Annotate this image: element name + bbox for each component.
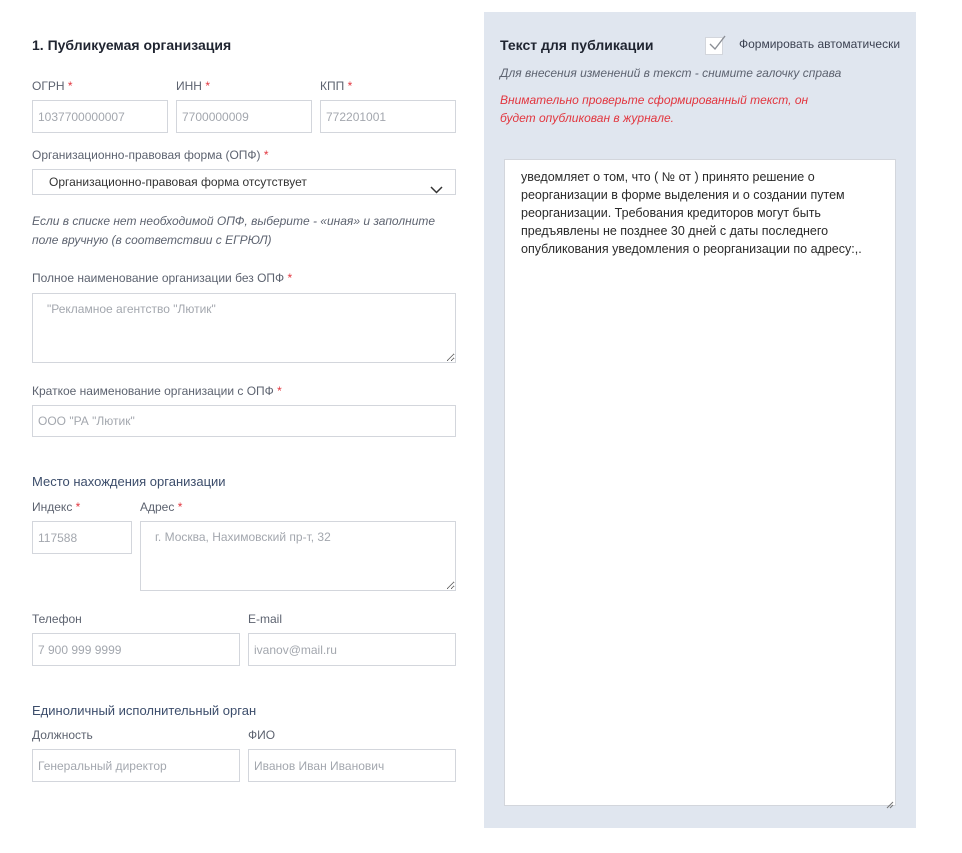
- warning-note: Внимательно проверьте сформированный текст, он будет опубликован в журнале.: [500, 93, 809, 125]
- required-mark: *: [205, 79, 210, 93]
- email-label: E-mail: [248, 612, 283, 626]
- opf-select-value: Организационно-правовая форма отсутствует: [49, 175, 307, 189]
- address-label: Адрес *: [140, 500, 183, 514]
- checkmark-icon: [708, 33, 728, 58]
- short-name-input[interactable]: [32, 405, 456, 437]
- opf-label: Организационно-правовая форма (ОПФ) *: [32, 148, 269, 162]
- index-label: Индекс *: [32, 500, 81, 514]
- chevron-down-icon: [430, 178, 443, 202]
- auto-generate-checkbox[interactable]: [705, 37, 723, 55]
- opf-hint: Если в списке нет необходимой ОПФ, выберите - «иная» и заполните поле вручную (в соответствии с ЕГРЮЛ): [32, 214, 436, 247]
- executive-title: Единоличный исполнительный орган: [32, 703, 257, 718]
- required-mark: *: [75, 500, 81, 514]
- inn-label: ИНН *: [176, 79, 210, 93]
- resize-handle-icon[interactable]: [886, 796, 894, 804]
- index-input[interactable]: [32, 521, 132, 554]
- position-input[interactable]: [32, 749, 240, 782]
- phone-label: Телефон: [32, 612, 82, 626]
- required-mark: *: [177, 500, 183, 514]
- full-name-label: Полное наименование организации без ОПФ *: [32, 271, 293, 285]
- kpp-label: КПП *: [320, 79, 353, 93]
- phone-input[interactable]: [32, 633, 240, 666]
- required-mark: *: [263, 148, 269, 162]
- fio-input[interactable]: [248, 749, 456, 782]
- position-label: Должность: [32, 728, 93, 742]
- ogrn-input[interactable]: [32, 100, 168, 133]
- full-name-textarea[interactable]: [32, 293, 456, 363]
- short-name-label: Краткое наименование организации с ОПФ *: [32, 384, 282, 398]
- required-mark: *: [287, 271, 293, 285]
- auto-generate-label[interactable]: Формировать автоматически: [739, 37, 901, 51]
- address-textarea[interactable]: [140, 521, 456, 591]
- inn-input[interactable]: [176, 100, 312, 133]
- publication-text: уведомляет о том, что ( № от ) принято решение о реорганизации в форме выделения и о создании путем реорганизации. Требования кредиторов могут быть предъявлены не позднее 30 дней с даты последнего опубликования уведомления о реорганизации по адресу:,.: [521, 170, 862, 256]
- section-title: 1. Публикуемая организация: [32, 37, 232, 53]
- edit-note: Для внесения изменений в текст - снимите галочку справа: [500, 66, 842, 80]
- required-mark: *: [277, 384, 282, 398]
- required-mark: *: [67, 79, 73, 93]
- location-title: Место нахождения организации: [32, 474, 226, 489]
- ogrn-label: ОГРН *: [32, 79, 73, 93]
- fio-label: ФИО: [248, 728, 276, 742]
- kpp-input[interactable]: [320, 100, 456, 133]
- email-input[interactable]: [248, 633, 456, 666]
- publication-title: Текст для публикации: [500, 37, 654, 53]
- publication-textarea[interactable]: [504, 159, 896, 806]
- required-mark: *: [347, 79, 353, 93]
- opf-select[interactable]: [32, 169, 456, 195]
